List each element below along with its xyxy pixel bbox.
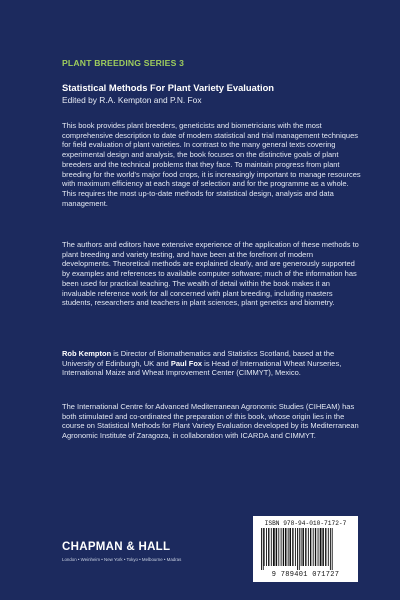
- editor-name-kempton: Rob Kempton: [62, 349, 112, 358]
- isbn-barcode-box: [253, 516, 358, 582]
- editor-name-fox: Paul Fox: [170, 358, 203, 368]
- description-paragraph-1: This book provides plant breeders, geneticists and biometricians with the most comprehensive description to date of modern statistical and trial management techniques for field evaluation of plant varieties. In contrast to the many general texts covering experimental design and analysis, the book focuses on the distinctive goals of plant breeders and the technical problems that they face. To maintain progress from plant breeding for the world's major food crops, it is increasingly important to manage resources with maximum efficiency at each stage of selection and for the programme as a whole. This requires the most up-to-date methods for statistical design, analysis and data management.: [62, 121, 361, 208]
- editor-bio-text-2: is Head of International Wheat Nurseries, International Maize and Wheat Improvement Center (CIMMYT), Mexico.: [62, 358, 342, 378]
- description-paragraph-2: The authors and editors have extensive experience of the application of these methods to plant breeding and variety testing, and have been at the forefront of modern developments. Theoretical methods are explained clearly, and are generously supported by examples and references to available computer software; much of the information has been used for practical teaching. The wealth of detail within the book makes it an invaluable reference work for all concerned with plant breeding, including masters students, researchers and teachers in plant sciences, plant genetics and biometry.: [62, 240, 359, 308]
- editor-bio-text-1: is Director of Biomathematics and Statistics Scotland, based at the University of Edinburgh, UK and: [62, 349, 335, 368]
- editors-line: Edited by R.A. Kempton and P.N. Fox: [62, 95, 202, 105]
- series-title: PLANT BREEDING SERIES 3: [62, 58, 185, 68]
- barcode-icon: [260, 528, 351, 570]
- book-title: Statistical Methods For Plant Variety Evaluation: [62, 82, 275, 93]
- isbn-label: ISBN 978-94-010-7172-7: [264, 520, 347, 527]
- ciheam-paragraph: The International Centre for Advanced Mediterranean Agronomic Studies (CIHEAM) has both stimulated and co-ordinated the preparation of this book, whose origin lies in the course on Statistical Methods for Plant Variety Evaluation developed by its Mediterranean Agronomic Institute of Zaragoza, in collaboration with ICARDA and CIMMYT.: [62, 402, 359, 441]
- publisher-name: CHAPMAN & HALL: [62, 541, 171, 553]
- editors-bio-paragraph: [62, 349, 362, 378]
- publisher-cities: London • Weinheim • New York • Tokyo • Melbourne • Madras: [62, 557, 182, 562]
- barcode-digits: 9 789401 071727: [271, 571, 340, 579]
